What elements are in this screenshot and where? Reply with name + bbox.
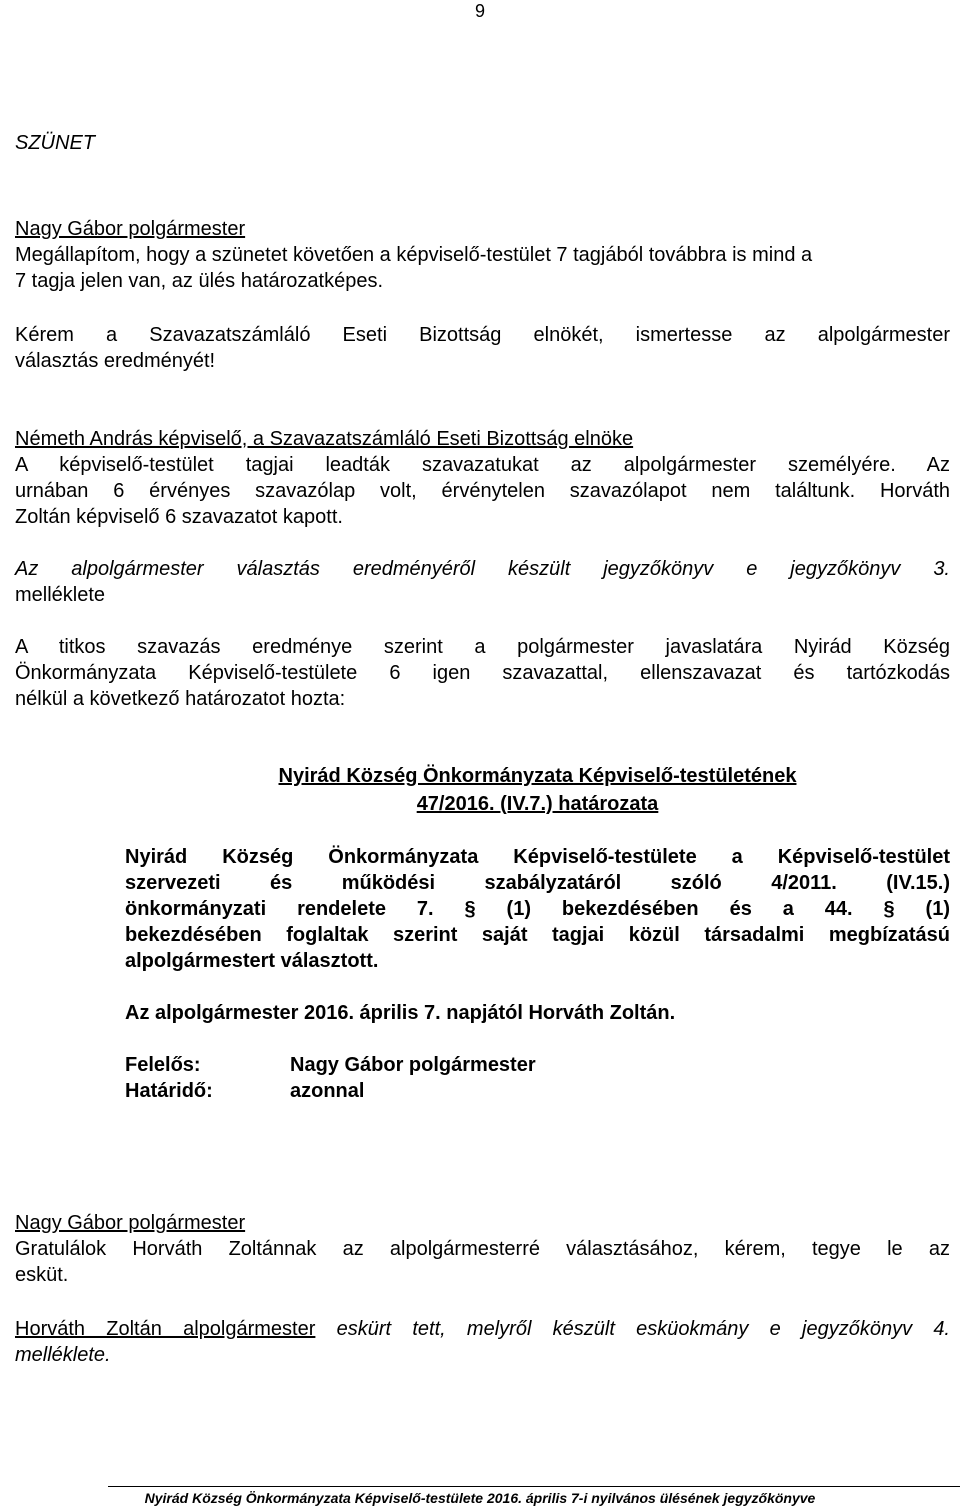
page-number: 9 [474,1,485,21]
paragraph-congrats-line1: Gratulálok Horváth Zoltánnak az alpolgármesterré választásához, kérem, tegye le az [15,1238,950,1260]
speaker-committee-chair: Németh András képviselő, a Szavazatszámláló Eseti Bizottság elnöke [15,428,634,450]
speaker-mayor-1: Nagy Gábor polgármester [15,218,246,240]
paragraph-request-line1: Kérem a Szavazatszámláló Eseti Bizottság elnökét, ismertesse az alpolgármester [15,324,950,346]
break-heading: SZÜNET [15,132,95,154]
paragraph-votes-line2: urnában 6 érvényes szavazólap volt, érvénytelen szavazólapot nem találtunk. Horváth [15,480,950,502]
resolution-decision: Az alpolgármester 2016. április 7. napjától Horváth Zoltán. [125,1002,676,1024]
paragraph-secret-vote-line2: Önkormányzata Képviselő-testülete 6 igen szavazattal, ellenszavazat és tartózkodás [15,662,950,684]
page-footer: Nyirád Község Önkormányzata Képviselő-testülete 2016. április 7-i nyilvános ülésének jegyzőkönyve [144,1490,816,1506]
paragraph-votes-line1: A képviselő-testület tagjai leadták szavazatukat az alpolgármester személyére. Az [15,454,950,476]
speaker-mayor-2: Nagy Gábor polgármester [15,1212,246,1234]
deadline-label: Határidő: [125,1080,213,1102]
paragraph-secret-vote-line1: A titkos szavazás eredménye szerint a polgármester javaslatára Nyirád Község [15,636,950,658]
resolution-body-line1: Nyirád Község Önkormányzata Képviselő-testülete a Képviselő-testület [125,846,950,868]
paragraph-quorum-line1: Megállapítom, hogy a szünetet követően a képviselő-testület 7 tagjából továbbra is mind a [15,244,813,266]
oath-line1 [15,1316,950,1342]
document-body [15,130,950,1368]
resolution-body-line4: bekezdésében foglaltak szerint saját tagjai közül társadalmi megbízatású [125,924,950,946]
resolution-block [125,762,950,1104]
responsible-label: Felelős: [125,1054,201,1076]
deadline-value: azonnal [290,1080,365,1102]
resolution-body-line2: szervezeti és működési szabályzatáról szóló 4/2011. (IV.15.) [125,872,950,894]
paragraph-request-line2: választás eredményét! [15,350,216,372]
oath-text-line1: eskürt tett, melyről készült esküokmány e jegyzőkönyv 4. [315,1318,950,1340]
resolution-body-line3: önkormányzati rendelete 7. § (1) bekezdésében és a 44. § (1) [125,898,950,920]
resolution-body [125,844,950,974]
deadline-row [125,1078,950,1104]
responsible-value: Nagy Gábor polgármester [290,1054,536,1076]
responsible-row [125,1052,950,1078]
resolution-title-line1: Nyirád Község Önkormányzata Képviselő-testületének [278,765,797,787]
paragraph-quorum-line2: 7 tagja jelen van, az ülés határozatképes. [15,270,384,292]
annex-note-line2: melléklete [15,584,106,606]
resolution-body-line5: alpolgármestert választott. [125,950,379,972]
resolution-title-line2: 47/2016. (IV.7.) határozata [416,793,659,815]
speaker-deputy-mayor: Horváth Zoltán alpolgármester [15,1318,316,1340]
paragraph-congrats-line2: esküt. [15,1264,69,1286]
oath-text-line2: melléklete. [15,1344,111,1366]
footer-rule [108,1486,960,1487]
annex-note-line1: Az alpolgármester választás eredményéről készült jegyzőkönyv e jegyzőkönyv 3. [15,558,950,580]
paragraph-votes-line3: Zoltán képviselő 6 szavazatot kapott. [15,506,343,528]
paragraph-secret-vote-line3: nélkül a következő határozatot hozta: [15,688,346,710]
